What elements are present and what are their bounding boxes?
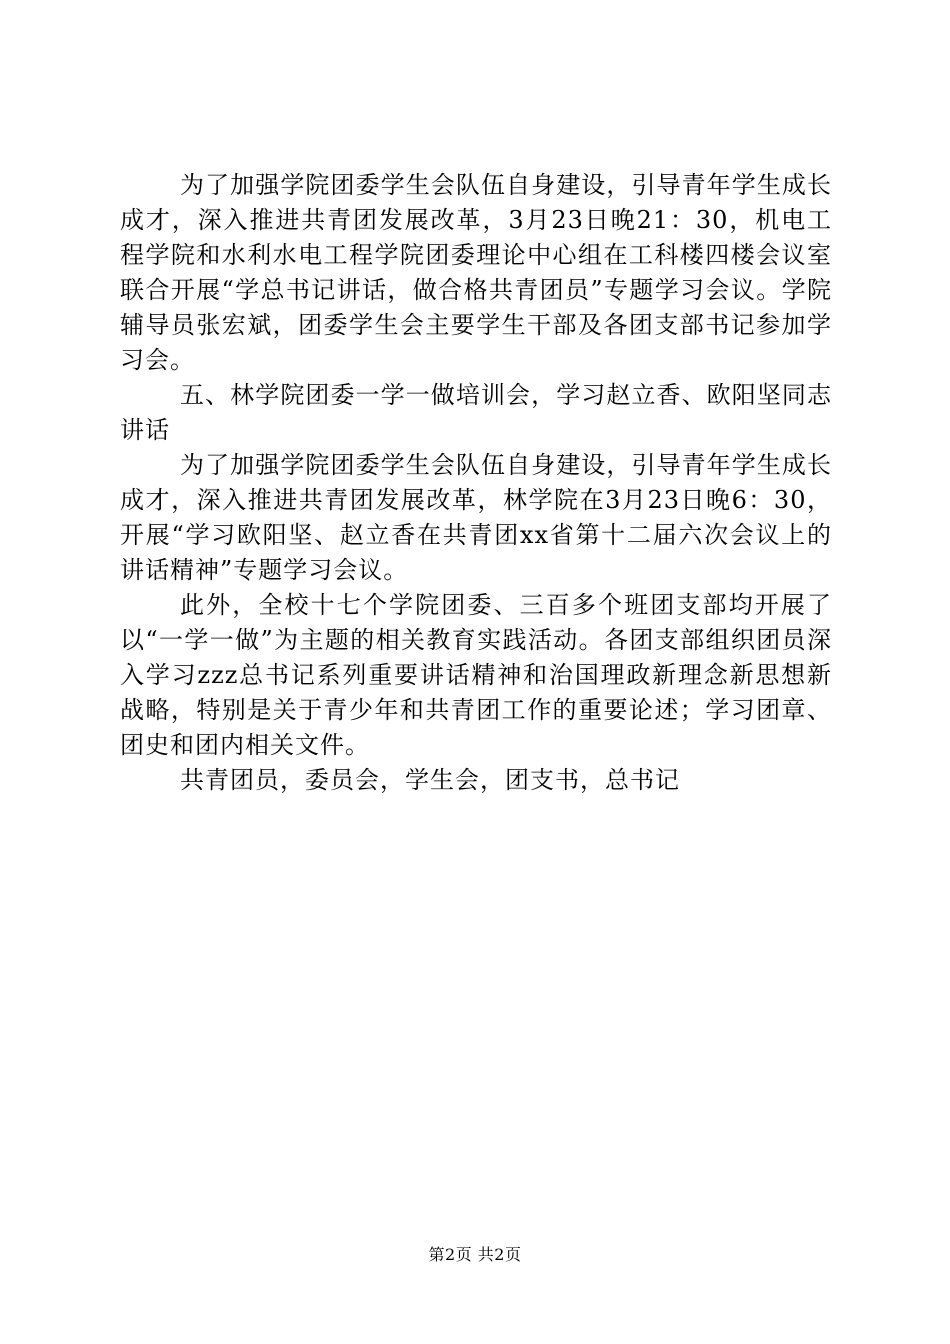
document-body <box>120 168 832 798</box>
paragraph-intro: 为了加强学院团委学生会队伍自身建设，引导青年学生成长成才，深入推进共青团发展改革，3月23日晚21：30，机电工程学院和水利水电工程学院团委理论中心组在工科楼四楼会议室联合开展“学总书记讲话，做合格共青团员”专题学习会议。学院辅导员张宏斌，团委学生会主要学生干部及各团支部书记参加学习会。 <box>120 171 832 374</box>
paragraph-campus-wide: 此外，全校十七个学院团委、三百多个班团支部均开展了以“一学一做”为主题的相关教育实践活动。各团支部组织团员深入学习zzz总书记系列重要讲话精神和治国理政新理念新思想新战略，特别是关于青少年和共青团工作的重要论述；学习团章、团史和团内相关文件。 <box>120 591 832 759</box>
page-number-footer: 第2页 共2页 <box>428 1245 522 1264</box>
keywords-line: 共青团员，委员会，学生会，团支书，总书记 <box>180 766 680 794</box>
paragraph-forestry: 为了加强学院团委学生会队伍自身建设，引导青年学生成长成才，深入推进共青团发展改革，林学院在3月23日晚6：30，开展“学习欧阳坚、赵立香在共青团xx省第十二届六次会议上的讲话精神”专题学习会议。 <box>120 451 832 584</box>
section-heading-five: 五、林学院团委一学一做培训会，学习赵立香、欧阳坚同志讲话 <box>120 381 832 444</box>
